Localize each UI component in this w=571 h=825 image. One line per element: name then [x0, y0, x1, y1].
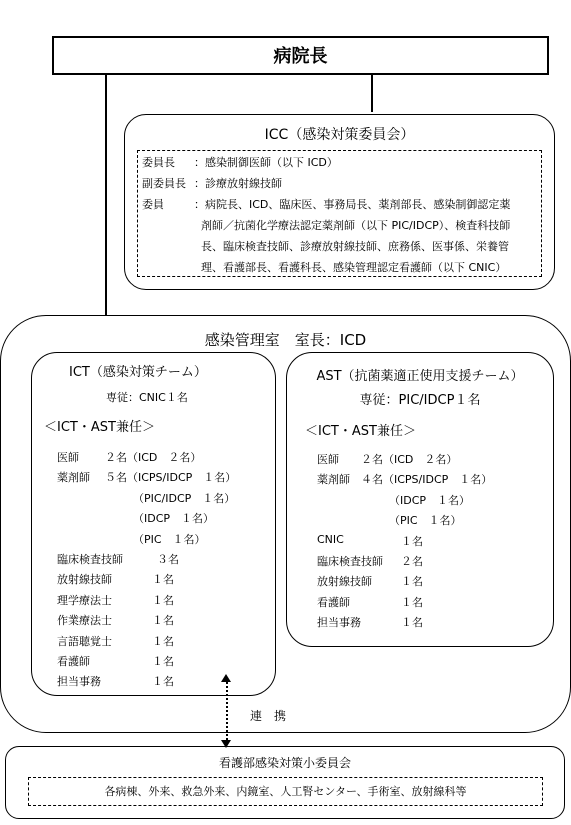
icc-members-line: 理、看護部長、看護科長、感染管理認定看護師（以下 CNIC） [201, 261, 507, 274]
ast-box [286, 352, 554, 647]
nursing-committee-title: 看護部感染対策小委員会 [218, 756, 351, 770]
icc-members-line: 剤師／抗菌化学療法認定薬剤師（以下 PIC/IDCP）、検査科技師 [201, 219, 511, 232]
ict-member-role: 言語聴覚士 [57, 634, 112, 648]
ast-member-count: ２名（ICD ２名） [361, 453, 458, 466]
ast-member-count: １名 [401, 595, 423, 609]
ast-member-count: １名 [401, 534, 423, 548]
ict-member-count: １名 [152, 593, 174, 607]
nursing-wards: 各病棟、外来、救急外来、内鏡室、人工腎センター、手術室、放射線科等 [104, 785, 467, 798]
ict-member-count: （IDCP １名） [133, 512, 215, 526]
ict-member-count: ５名（ICPS/IDCP １名） [105, 471, 237, 485]
ast-member-role: 担当事務 [317, 616, 361, 630]
ict-member-count: １名 [152, 634, 174, 648]
director-box [52, 36, 549, 75]
nursing-wards-frame [28, 777, 543, 806]
icc-title: ICC（感染対策委員会） [264, 127, 415, 143]
connector-director-to-office [105, 75, 107, 315]
ict-member-role: 担当事務 [57, 675, 101, 689]
ast-member-role: 看護師 [317, 595, 350, 609]
icc-members-frame [137, 150, 542, 277]
icc-chair: ：感染制御医師（以下 ICD） [194, 156, 338, 169]
icc-members-line: ：病院長、ICD、臨床医、事務局長、薬剤部長、感染制御認定薬 [194, 198, 511, 211]
icc-members-role: 委員 [142, 198, 164, 211]
link-arrow-icon [220, 674, 234, 748]
ast-member-role: 放射線技師 [317, 575, 372, 589]
ict-member-role: 看護師 [57, 655, 90, 668]
ict-member-count: （PIC １名） [133, 532, 206, 546]
ast-member-count: ２名 [401, 555, 423, 568]
ast-member-count: ４名（ICPS/IDCP １名） [361, 473, 493, 487]
icc-vice-role: 副委員長 [142, 177, 186, 190]
ast-title: AST（抗菌薬適正使用支援チーム） [316, 369, 524, 384]
ict-dedicated: 専従：CNIC１名 [106, 391, 188, 404]
ict-member-count: ２名（ICD ２名） [105, 451, 202, 464]
ict-title: ICT（感染対策チーム） [69, 365, 207, 380]
ict-member-count: １名 [152, 675, 174, 689]
ict-concurrent-label: ＜ICT・AST兼任＞ [44, 420, 155, 435]
ict-member-count: （PIC/IDCP １名） [133, 491, 236, 505]
ast-member-count: （PIC １名） [389, 514, 462, 528]
ict-member-role: 医師 [57, 451, 79, 464]
nursing-committee-box [5, 746, 565, 819]
ict-member-role: 薬剤師 [57, 471, 90, 485]
director-label: 病院長 [273, 46, 328, 67]
ict-member-count: １名 [152, 655, 174, 668]
ict-member-role: 理学療法士 [57, 593, 112, 607]
icc-box [124, 114, 555, 290]
ast-member-role: 臨床検査技師 [317, 555, 383, 568]
icc-vice: ：診療放射線技師 [194, 177, 282, 190]
ast-member-role: 医師 [317, 453, 339, 466]
connector-director-to-icc [371, 75, 373, 112]
ict-member-role: 臨床検査技師 [57, 553, 123, 566]
ast-member-role: 薬剤師 [317, 473, 350, 487]
ast-member-count: １名 [401, 575, 423, 589]
ast-member-count: １名 [401, 616, 423, 630]
ict-box [31, 352, 276, 696]
ict-member-role: 放射線技師 [57, 573, 112, 587]
ict-member-count: ３名 [157, 553, 179, 566]
ast-dedicated: 専従：PIC/IDCP１名 [359, 393, 481, 408]
ast-member-count: （IDCP １名） [389, 493, 471, 507]
link-label: 連 携 [250, 709, 287, 723]
ast-concurrent-label: ＜ICT・AST兼任＞ [305, 424, 416, 439]
ict-member-count: １名 [152, 614, 174, 628]
ast-member-role: CNIC [317, 532, 344, 546]
ict-member-count: １名 [152, 573, 174, 587]
icc-members-line: 長、臨床検査技師、診療放射線技師、庶務係、医事係、栄養管 [201, 240, 509, 253]
ict-member-role: 作業療法士 [57, 614, 112, 628]
icc-chair-role: 委員長 [142, 156, 175, 169]
infection-office-title: 感染管理室 室長：ICD [204, 331, 367, 349]
